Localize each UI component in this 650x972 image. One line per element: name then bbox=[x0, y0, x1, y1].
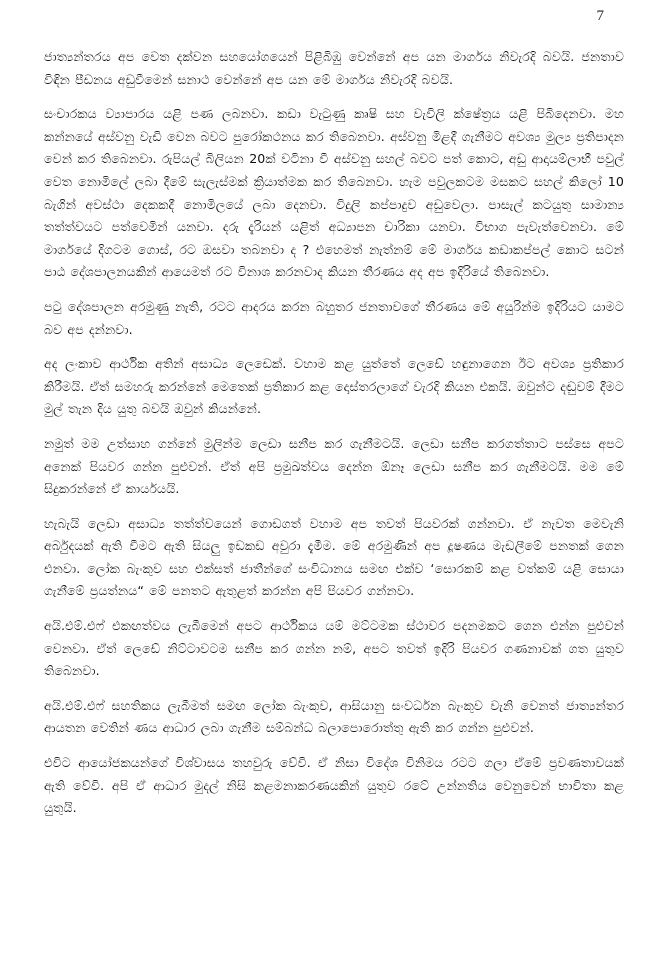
paragraph-2: සංචාරකය ව්‍යාපාරය යළි පණ ලබනවා. කඩා වැටුණු කෘෂි සහ වැවිලි ක්ෂේත්‍රය යළි පිබිදෙනවා. මහ කන්නයේ අස්වනු වැඩි වෙන බවට පුරෝකථනය කර තිබෙනවා. අස්වනු මිළදී ගැනීමට අවශ්‍ය මුල්‍ය ප්‍රතිපාදන වෙන් කර තිබෙනවා. රුපියල් බිලියන 20ක් වටිනා වී අස්වනු සහල් බවට පත් කොට, අඩු ආදායම්ලාභී පවුල් වෙත නොමිලේ ලබා දීමේ සැලැස්මක් ක්‍රියාත්මක කර තිබෙනවා. හැම පවුලකටම මසකට සහල් කිලෝ 10 බැගින් අවස්ථා දෙකකදී නොමිලයේ ලබා දෙනවා. විදුලි කප්පාදුව අඩුවෙලා. පාසැල් කටයුතු සාමාන්‍ය තත්ත්වයට පත්වෙමින් යනවා. දරු දැරියන් යළිත් අධ්‍යාපන චාරිකා යනවා. විභාග පැවැත්වෙනවා. මේ මාර්ගයේ දිගටම ගොස්, රට ඔසවා තබනවා ද ? එහෙමත් නැත්නම් මේ මාර්ගය කඩාකප්පල් කොට සටන් පාඨ දේශපාලනයකින් ආයෙමත් රට විනාශ කරනවාද කියන තීරණය අද අප ඉදිරියේ තිබෙනවා. bbox=[44, 106, 624, 280]
body-text bbox=[44, 46, 624, 832]
paragraph-4: අද ලංකාව ආර්ථික අතින් අසාධ්‍ය ලෙඩෙක්. වහාම කළ යුත්තේ ලෙඩේ හඳුනාගෙන ඊට අවශ්‍ය ප්‍රතිකාර කිරීමයි. ඒත් සමහරු කරන්නේ මෙතෙක් ප්‍රතිකාර කළ දොස්තරලාගේ වැරදි කියන එකයි. ඔවුන්ට දඬුවම් දීමට මුල් තැන දිය යුතු බවයි ඔවුන් කියන්නේ. bbox=[44, 356, 624, 417]
paragraph-8: අයි.එම්.එෆ් සහතිකය ලැබීමත් සමඟ ලෝක බැංකුව, ආසියානු සංවර්ධන බැංකුව වැනි වෙනත් ජාත්‍යන්තර ආයතන වෙතින් ණය ආධාර ලබා ගැනීම සම්බන්ධ බලාපොරොත්තු ඇති කර ගන්න පුළුවන්. bbox=[44, 697, 624, 736]
paragraph-3: පටු දේශපාලන අරමුණු නැති, රටට ආදරය කරන බහුතර ජනතාවගේ තීරණය මේ අයුරින්ම ඉදිරියට යාමට බව අප දන්නවා. bbox=[44, 298, 624, 337]
paragraph-9: එවිට ආයෝජකයන්ගේ විශ්වාසය තහවුරු වේවි. ඒ නිසා විදේශ විනිමය රටට ගලා ඒමේ ප්‍රවණතාවයක් ඇති වේවි. අපි ඒ ආධාර මුදල් නිසි කළමනාකරණයකින් යුතුව රටේ උන්නතිය වෙනුවෙන් භාවිතා කළ යුතුයි. bbox=[44, 755, 624, 816]
paragraph-7: අයි.එම්.එෆ් එකඟත්වය ලැබීමෙන් අපට ආර්ථිකය යම් මට්ටමක ස්ථාවර පදනමකට ගෙන එන්න පුළුවන් වෙනවා. ඒත් ලෙඩේ නිට්ටාවටම සනීප කර ගන්න නම්, අපට තවත් ඉදිරි පියවර ගණනාවක් ගත යුතුව තිබෙනවා. bbox=[44, 618, 624, 679]
page-number: 7 bbox=[596, 8, 604, 24]
paragraph-1: ජාත්‍යන්තරය අප වෙත දක්වන සහයෝගයෙන් පිළිබිඹු වෙන්නේ අප යන මාර්ගය නිවැරදි බවයි. ජනතාව විඳින පීඩනය අඩුවීමෙන් සනාථ වෙන්නේ අප යන මේ මාර්ගය නිවැරදි බවයි. bbox=[44, 49, 624, 87]
paragraph-6: හැබැයි ලෙඩා අසාධ්‍ය තත්ත්වයෙන් ගොඩගත් වහාම අප තවත් පියවරක් ගන්නවා. ඒ නැවත මෙවැනි අර්බුදයක් ඇති වීමට ඇති සියලු ඉඩකඩ අවුරා දැමීම. මේ අරමුණින් අප දූෂණය මැඩලීමේ පනතක් ගෙන එනවා. ලෝක බැංකුව සහ එක්සත් ජාතීන්ගේ සංවිධානය සමඟ එක්ව ‘සොරකම් කළ වත්කම් යළි සොයා ගැනීමේ ප්‍රයත්නය“ මේ පනතට ඇතුළත් කරන්න අපි පියවර ගන්නවා. bbox=[44, 515, 624, 599]
paragraph-5: නමුත් මම උත්සාහ ගන්නේ මුලින්ම ලෙඩා සනීප කර ගැනීමටයි. ලෙඩා සනීප කරගත්තාට පස්සෙ අපට අනෙක් පියවර ගන්න පුළුවන්. ඒත් අපි ප්‍රමුඛත්වය දෙන්න ඕනෑ ලෙඩා සනීප කර ගැනීමටයි. මම මේ සිදුකරන්නේ ඒ කාර්යයයි. bbox=[44, 435, 624, 497]
